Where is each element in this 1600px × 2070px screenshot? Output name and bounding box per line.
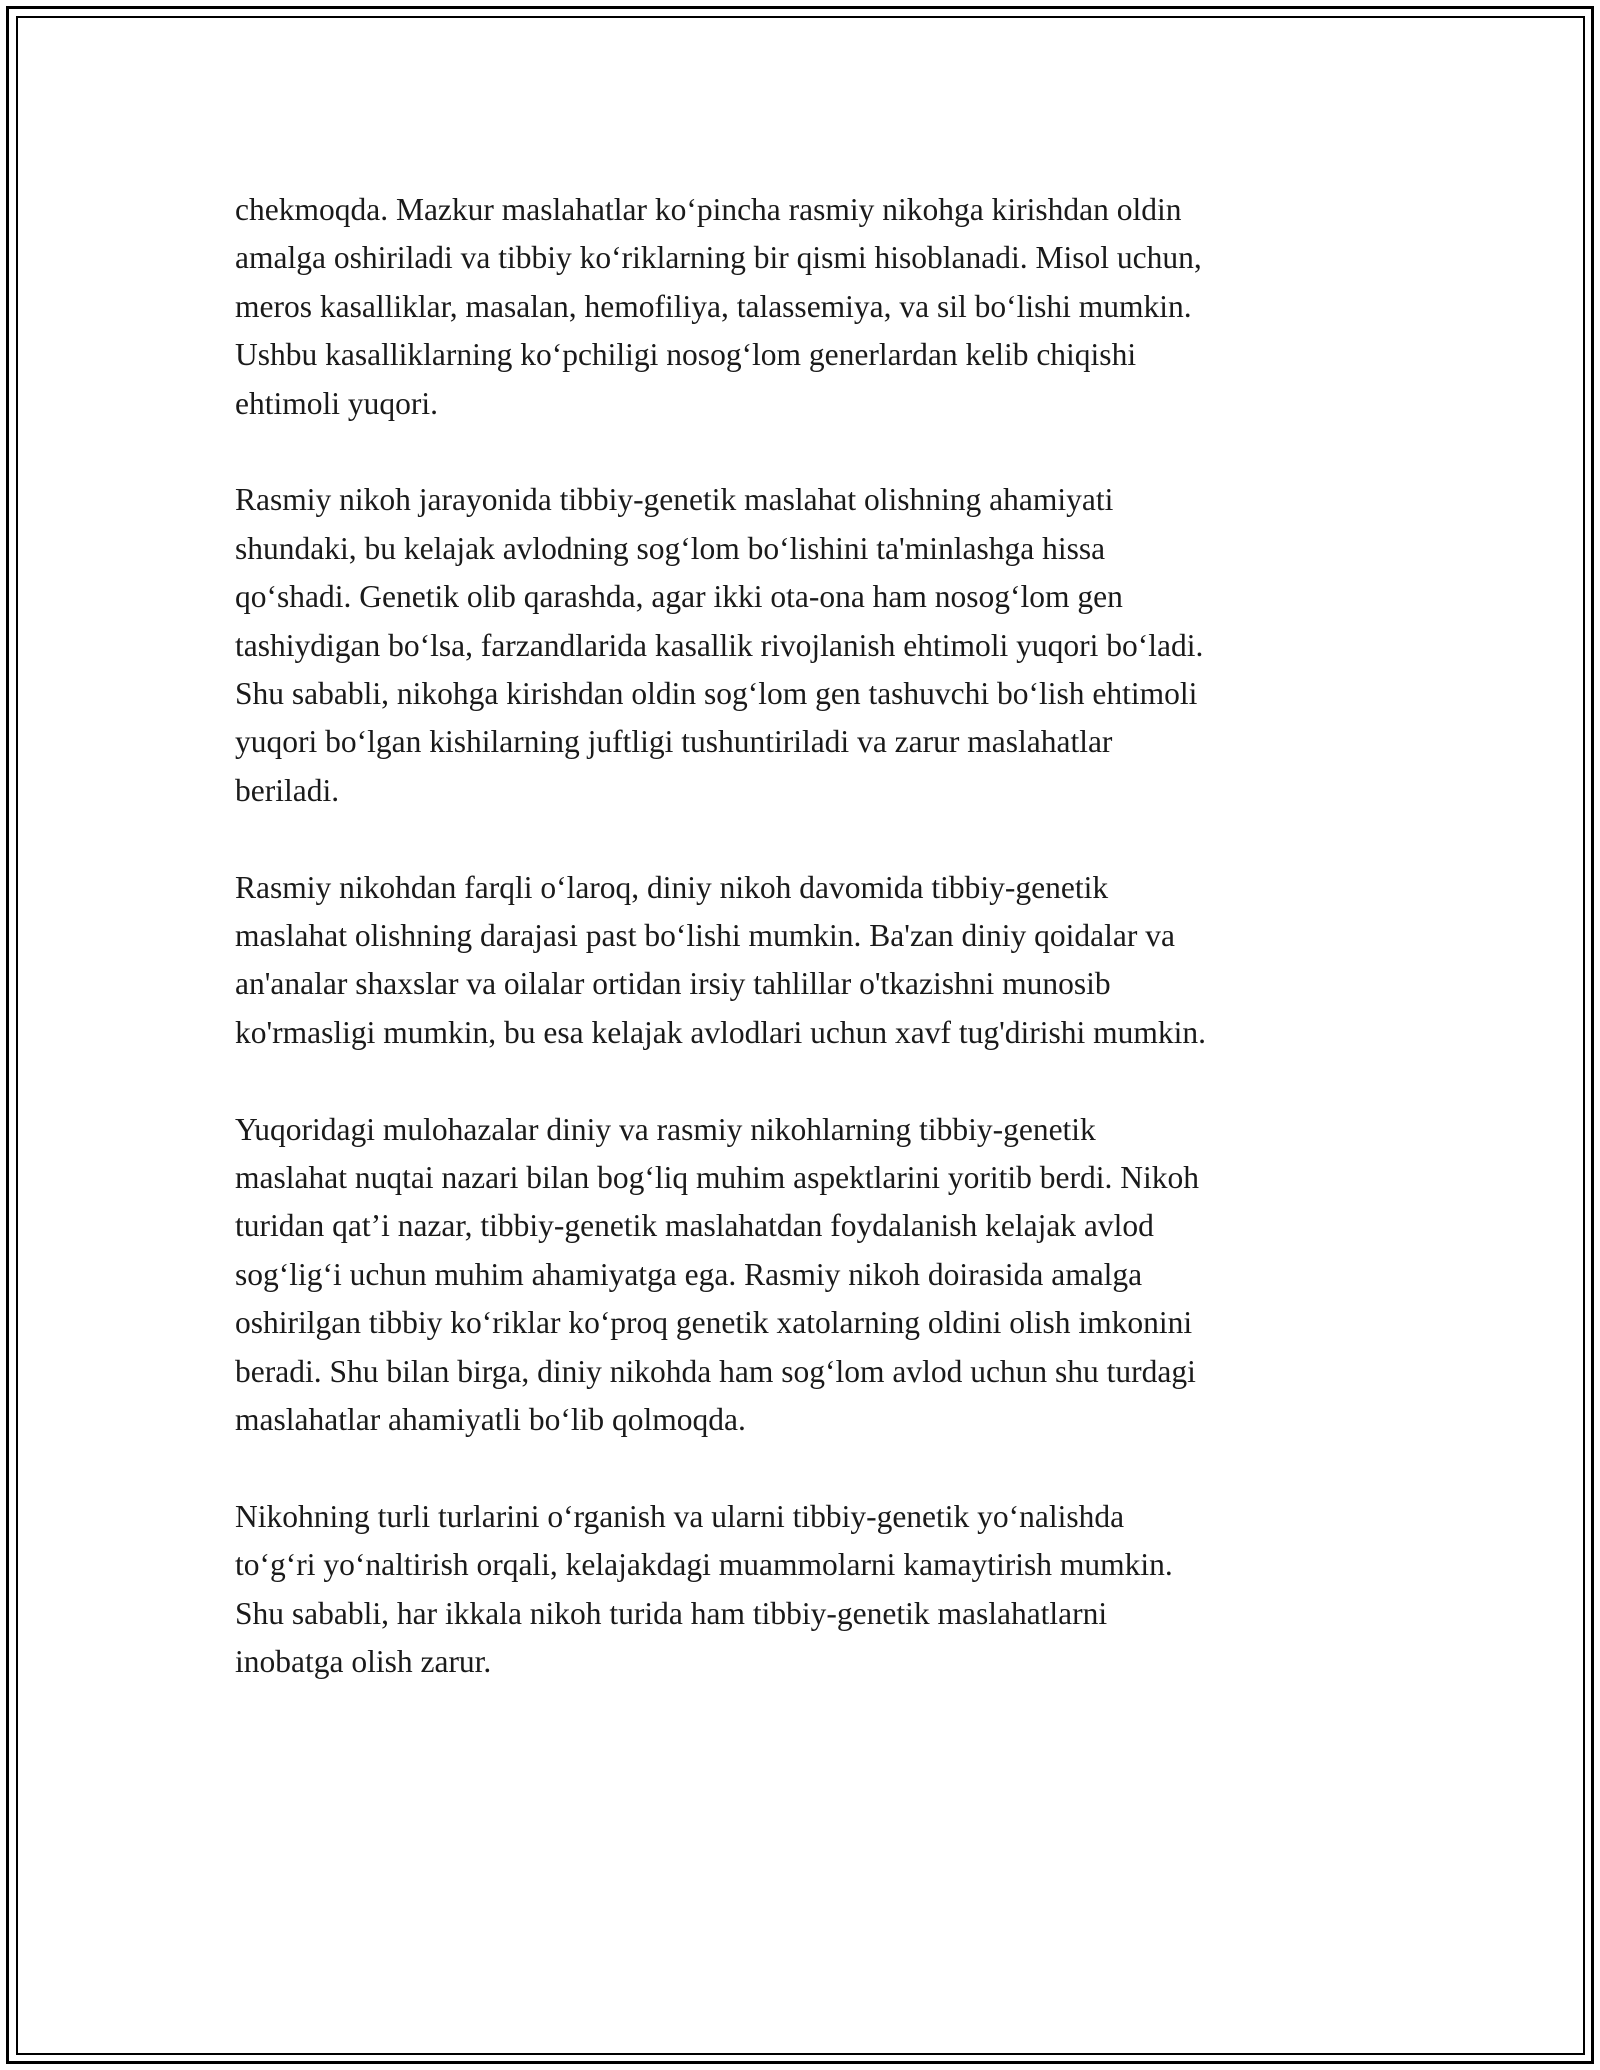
text-line: maslahatlar ahamiyatli bo‘lib qolmoqda.: [235, 1402, 746, 1438]
text-line: an'analar shaxslar va oilalar ortidan irsiy tahlillar o'tkazishni munosib: [235, 966, 1111, 1002]
document-body: [235, 186, 1375, 1735]
text-line: oshirilgan tibbiy ko‘riklar ko‘proq genetik xatolarning oldini olish imkonini: [235, 1305, 1193, 1341]
paragraph: [235, 1106, 1375, 1445]
paragraph: [235, 186, 1375, 428]
text-line: to‘g‘ri yo‘naltirish orqali, kelajakdagi muammolarni kamaytirish mumkin.: [235, 1547, 1173, 1583]
text-line: meros kasalliklar, masalan, hemofiliya, talassemiya, va sil bo‘lishi mumkin.: [235, 288, 1192, 324]
paragraph: [235, 476, 1375, 815]
text-line: qo‘shadi. Genetik olib qarashda, agar ikki ota-ona ham nosog‘lom gen: [235, 579, 1123, 615]
text-line: Nikohning turli turlarini o‘rganish va ularni tibbiy-genetik yo‘nalishda: [235, 1498, 1125, 1534]
text-line: Rasmiy nikoh jarayonida tibbiy-genetik maslahat olishning ahamiyati: [235, 482, 1114, 518]
text-line: Yuqoridagi mulohazalar diniy va rasmiy nikohlarning tibbiy-genetik: [235, 1111, 1096, 1147]
text-line: maslahat olishning darajasi past bo‘lishi mumkin. Ba'zan diniy qoidalar va: [235, 918, 1175, 954]
text-line: shundaki, bu kelajak avlodning sog‘lom bo‘lishini ta'minlashga hissa: [235, 530, 1106, 566]
text-line: tashiydigan bo‘lsa, farzandlarida kasallik rivojlanish ehtimoli yuqori bo‘ladi.: [235, 627, 1204, 663]
paragraph: [235, 864, 1375, 1058]
text-line: ehtimoli yuqori.: [235, 385, 438, 421]
paragraph: [235, 1493, 1375, 1687]
text-line: beradi. Shu bilan birga, diniy nikohda ham sog‘lom avlod uchun shu turdagi: [235, 1353, 1196, 1389]
text-line: amalga oshiriladi va tibbiy ko‘riklarning bir qismi hisoblanadi. Misol uchun,: [235, 240, 1202, 276]
text-line: maslahat nuqtai nazari bilan bog‘liq muhim aspektlarini yoritib berdi. Nikoh: [235, 1160, 1200, 1196]
text-line: beriladi.: [235, 772, 340, 808]
text-line: ko'rmasligi mumkin, bu esa kelajak avlodlari uchun xavf tug'dirishi mumkin.: [235, 1014, 1207, 1050]
text-line: turidan qat’i nazar, tibbiy-genetik maslahatdan foydalanish kelajak avlod: [235, 1208, 1154, 1244]
text-line: Shu sababli, nikohga kirishdan oldin sog‘lom gen tashuvchi bo‘lish ehtimoli: [235, 676, 1198, 712]
text-line: Rasmiy nikohdan farqli o‘laroq, diniy nikoh davomida tibbiy-genetik: [235, 869, 1109, 905]
text-line: sog‘lig‘i uchun muhim ahamiyatga ega. Rasmiy nikoh doirasida amalga: [235, 1256, 1143, 1292]
text-line: yuqori bo‘lgan kishilarning juftligi tushuntiriladi va zarur maslahatlar: [235, 724, 1113, 760]
text-line: Shu sababli, har ikkala nikoh turida ham tibbiy-genetik maslahatlarni: [235, 1595, 1108, 1631]
text-line: Ushbu kasalliklarning ko‘pchiligi nosog‘lom generlardan kelib chiqishi: [235, 337, 1137, 373]
text-line: inobatga olish zarur.: [235, 1644, 492, 1680]
text-line: chekmoqda. Mazkur maslahatlar ko‘pincha rasmiy nikohga kirishdan oldin: [235, 192, 1182, 227]
